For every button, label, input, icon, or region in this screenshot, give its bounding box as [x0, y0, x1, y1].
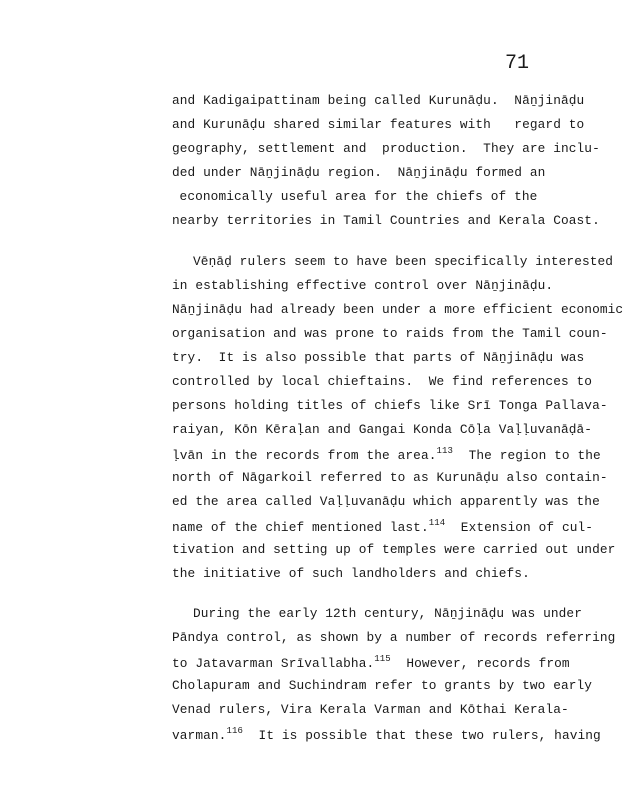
text-line: persons holding titles of chiefs like Srī Tonga Pallava-: [172, 398, 608, 413]
footnote-marker: 114: [428, 518, 446, 528]
text-line: ed the area called Vaḷḷuvanāḍu which apparently was the: [172, 494, 600, 509]
text-line: Pāndya control, as shown by a number of records referring: [172, 630, 616, 645]
text-line: ḷvān in the records from the area.$^{113}$ The region to the: [172, 446, 601, 463]
text-line: Venad rulers, Vira Kerala Varman and Kōthai Kerala-: [172, 702, 569, 717]
text-line: the initiative of such landholders and chiefs.: [172, 566, 530, 581]
text-line: Vēṇāḍ rulers seem to have been specifically interested: [193, 254, 614, 269]
text-line: controlled by local chieftains. We find references to: [172, 374, 593, 389]
text-line: north of Nāgarkoil referred to as Kurunāḍu also contain-: [172, 470, 608, 485]
text-line: organisation and was prone to raids from the Tamil coun-: [172, 326, 608, 341]
text-line: in establishing effective control over Nāṉjināḍu.: [172, 278, 554, 293]
footnote-marker: 115: [374, 654, 391, 664]
text-line: and Kadigaipattinam being called Kurunāḍu. Nāṉjināḍu: [172, 93, 585, 108]
text-line: economically useful area for the chiefs of the: [164, 189, 538, 204]
text-line: Nāṉjināḍu had already been under a more efficient economic: [172, 302, 624, 317]
text-line: tivation and setting up of temples were carried out under: [172, 542, 616, 557]
text-line: nearby territories in Tamil Countries and Kerala Coast.: [172, 213, 600, 228]
text-line: and Kurunāḍu shared similar features with regard to: [172, 117, 585, 132]
text-line: try. It is also possible that parts of Nāṉjināḍu was: [172, 350, 585, 365]
text-line: raiyan, Kōn Kēraḷan and Gangai Konda Cōḷa Vaḷḷuvanāḍā-: [172, 422, 593, 437]
text-line: varman.$^{116}$ It is possible that these two rulers, having: [172, 726, 601, 743]
text-line: geography, settlement and production. They are inclu-: [172, 141, 600, 156]
footnote-marker: 113: [436, 446, 454, 456]
page-number: 71: [505, 52, 530, 75]
text-line: name of the chief mentioned last.$^{114}$ Extension of cul-: [172, 518, 594, 535]
text-line: to Jatavarman Srīvallabha.$^{115}$ However, records from: [172, 654, 570, 671]
text-line: ded under Nāṉjināḍu region. Nāṉjināḍu formed an: [172, 165, 546, 180]
footnote-marker: 116: [226, 726, 243, 736]
text-line: During the early 12th century, Nāṉjināḍu was under: [193, 606, 582, 621]
text-line: Cholapuram and Suchindram refer to grants by two early: [172, 678, 593, 693]
